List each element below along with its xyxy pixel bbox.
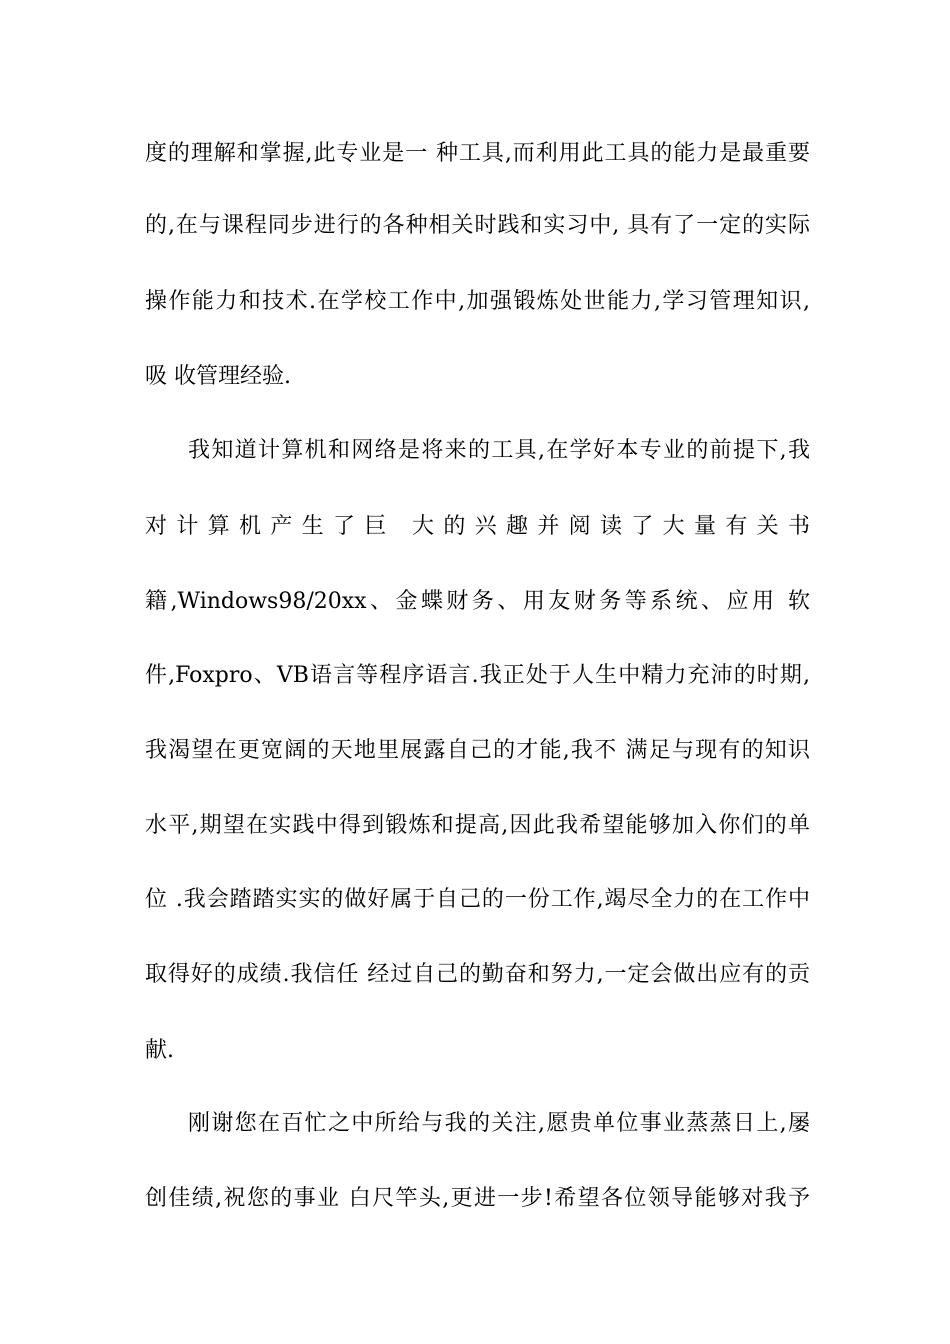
paragraph-first-line: 刚谢您在百忙之中所给与我的关注,愿贵单位事业蒸蒸日上,屡 (188, 1111, 810, 1136)
text-line: 操作能力和技术.在学校工作中,加强锻炼处世能力,学习管理知识, (145, 289, 810, 314)
text-line: 对计算机产生了巨 大的兴趣并阅读了大量有关书 (145, 514, 810, 539)
text-line: 的,在与课程同步进行的各种相关时践和实习中, 具有了一定的实际 (145, 213, 810, 238)
text-line: 吸 收管理经验. (145, 364, 291, 389)
text-line: 度的理解和掌握,此专业是一 种工具,而利用此工具的能力是最重要 (145, 141, 810, 166)
text-line: 取得好的成绩.我信任 经过自己的勤奋和努力,一定会做出应有的贡 (145, 962, 810, 987)
paragraph-first-line: 我知道计算机和网络是将来的工具,在学好本专业的前提下,我 (188, 438, 810, 463)
text-line: 籍,Windows98/20xx、金蝶财务、用友财务等系统、应用 软 (145, 589, 810, 614)
text-line: 献. (145, 1038, 174, 1063)
text-line: 位 .我会踏踏实实的做好属于自己的一份工作,竭尽全力的在工作中 (145, 887, 810, 912)
text-line: 件,Foxpro、VB语言等程序语言.我正处于人生中精力充沛的时期, (145, 663, 810, 688)
text-line: 创佳绩,祝您的事业 白尺竿头,更进一步!希望各位领导能够对我予 (145, 1186, 810, 1211)
text-line: 水平,期望在实践中得到锻炼和提高,因此我希望能够加入你们的单 (145, 813, 810, 838)
text-line: 我渴望在更宽阔的天地里展露自己的才能,我不 满足与现有的知识 (145, 738, 810, 763)
